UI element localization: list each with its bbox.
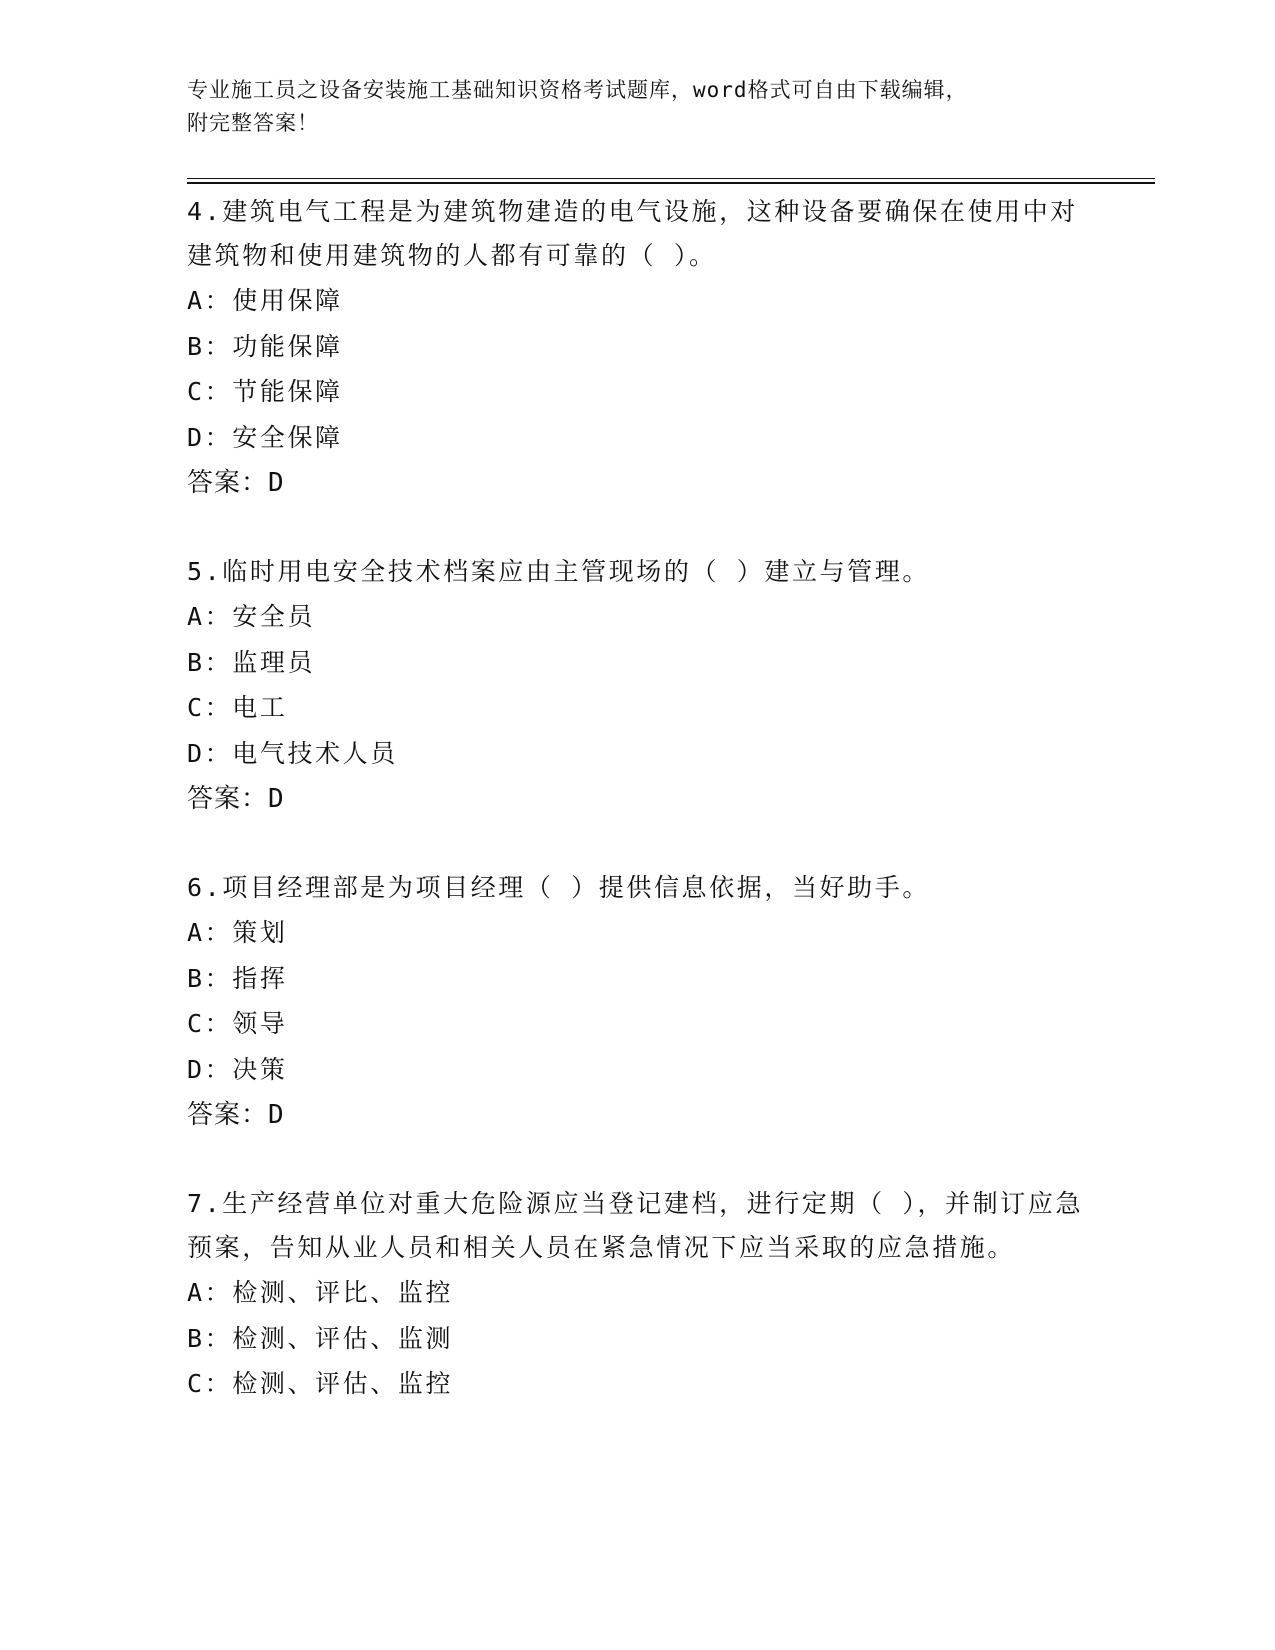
option-c: C：领导 (187, 1009, 288, 1038)
option-d: D：决策 (187, 1054, 288, 1084)
option-b: B：监理员 (187, 647, 316, 677)
option-b: B：指挥 (187, 963, 288, 993)
option-a: A：使用保障 (187, 286, 343, 315)
question-stem: 4.建筑电气工程是为建筑物建造的电气设施，这种设备要确保在使用中对建筑物和使用建筑物的人都有可靠的（ ）。 (187, 197, 1078, 270)
question-5 (187, 550, 1087, 822)
question-list (187, 190, 1087, 1407)
option-c: C：节能保障 (187, 377, 343, 406)
question-7 (187, 1182, 1087, 1407)
question-6 (187, 866, 1087, 1138)
question-stem: 5.临时用电安全技术档案应由主管现场的（ ）建立与管理。 (187, 557, 930, 586)
answer: 答案：D (187, 784, 285, 814)
answer: 答案：D (187, 1100, 285, 1130)
option-d: D：电气技术人员 (187, 738, 398, 768)
header-rule-bottom (187, 182, 1155, 184)
question-4 (187, 190, 1087, 506)
option-a: A：策划 (187, 918, 288, 947)
option-c: C：检测、评估、监控 (187, 1369, 454, 1398)
option-b: B：检测、评估、监测 (187, 1323, 454, 1353)
question-stem: 6.项目经理部是为项目经理（ ）提供信息依据，当好助手。 (187, 873, 930, 902)
option-c: C：电工 (187, 693, 288, 722)
answer: 答案：D (187, 468, 285, 498)
header-rule-top (187, 178, 1155, 179)
option-d: D：安全保障 (187, 422, 343, 452)
option-a: A：安全员 (187, 602, 316, 631)
option-a: A：检测、评比、监控 (187, 1278, 454, 1307)
question-stem: 7.生产经营单位对重大危险源应当登记建档，进行定期（ ），并制订应急预案，告知从业人员和相关人员在紧急情况下应当采取的应急措施。 (187, 1189, 1084, 1262)
option-b: B：功能保障 (187, 331, 343, 361)
header-note: 专业施工员之设备安装施工基础知识资格考试题库，word格式可自由下载编辑， 附完整答案！ (187, 78, 968, 135)
